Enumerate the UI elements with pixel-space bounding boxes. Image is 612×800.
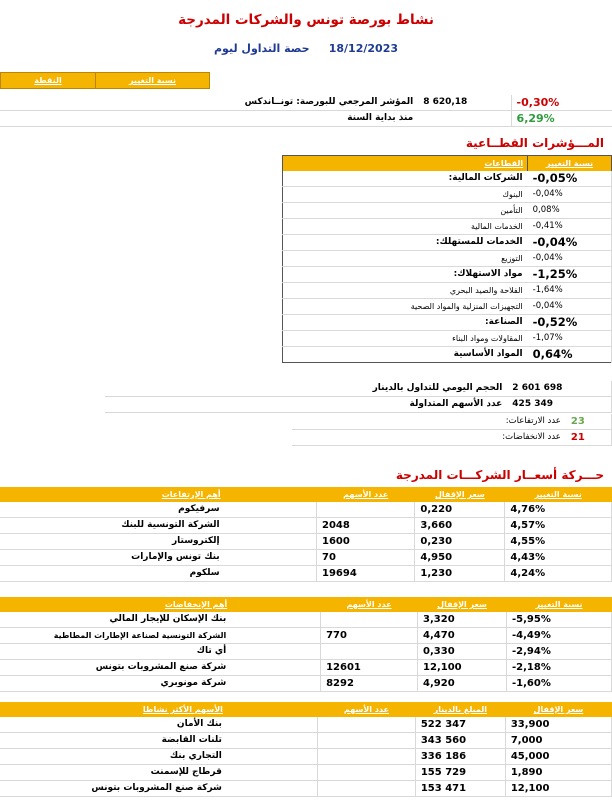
loser-shares: 770: [321, 628, 418, 644]
sector-pct: 0,64%: [528, 347, 612, 363]
sector-pct: -1,64%: [528, 283, 612, 299]
active-amount: 336 186: [415, 749, 505, 765]
page-title: نشاط بورصة تونس والشركات المدرجة: [178, 12, 434, 28]
gainer-pct: 4,43%: [505, 550, 612, 566]
sector-pct: 0,08%: [528, 203, 612, 219]
sector-col-change-pct: نسبة التغيير: [528, 156, 612, 172]
table-row: [0, 660, 612, 676]
active-amount: 155 729: [415, 765, 505, 781]
active-col-close: سعر الإقفال: [505, 702, 611, 717]
shares-traded-value: 425 349: [507, 397, 611, 413]
active-close: 12,100: [505, 781, 611, 797]
active-col-spacer: [227, 702, 318, 717]
gainer-name: الشركة التونسية للبنك: [0, 518, 225, 534]
losers-col-shares: عدد الأسهم: [321, 597, 418, 612]
active-amount: 153 471: [415, 781, 505, 797]
advancers-decliners-table: [292, 414, 612, 446]
ytd-row-label: منذ بداية السنة: [0, 111, 418, 127]
loser-close: 4,920: [418, 676, 507, 692]
loser-name: شركة مونوبري: [0, 676, 231, 692]
loser-spacer: [231, 676, 320, 692]
active-name: شركة صنع المشروبات بتونس: [0, 781, 227, 797]
loser-shares: [321, 644, 418, 660]
table-row: [0, 733, 612, 749]
sector-pct: -0,41%: [528, 219, 612, 235]
table-row: [283, 171, 612, 187]
sector-name: الخدمات المالية: [283, 219, 528, 235]
sector-pct: -1,25%: [528, 267, 612, 283]
table-row: [283, 219, 612, 235]
table-row: [283, 315, 612, 331]
top-gainers-table: [0, 487, 612, 582]
sector-pct: -0,04%: [528, 187, 612, 203]
sector-name: مواد الاستهلاك:: [283, 267, 528, 283]
active-col-amount: المبلغ بالدينار: [415, 702, 505, 717]
sector-name: المقاولات ومواد البناء: [283, 331, 528, 347]
index-header-table: [0, 72, 210, 89]
ytd-points-value: [418, 111, 511, 127]
active-name: تلنات القابضة: [0, 733, 227, 749]
index-points-value: 8 620,18: [418, 95, 511, 111]
session-date: 18/12/2023: [328, 42, 398, 55]
session-subtitle: [0, 42, 612, 55]
sector-pct: -0,04%: [528, 299, 612, 315]
table-row: [292, 430, 612, 446]
table-row: [283, 331, 612, 347]
active-close: 1,890: [505, 765, 611, 781]
loser-shares: [321, 612, 418, 628]
table-row: [0, 676, 612, 692]
active-spacer: [227, 717, 318, 733]
gainer-close: 1,230: [415, 566, 505, 582]
sector-name: المواد الأساسية: [283, 347, 528, 363]
loser-spacer: [231, 628, 320, 644]
active-amount: 522 347: [415, 717, 505, 733]
loser-pct: -1,60%: [507, 676, 612, 692]
top-losers-table: [0, 597, 612, 692]
gainer-spacer: [225, 518, 317, 534]
loser-close: 12,100: [418, 660, 507, 676]
loser-name: أي تاك: [0, 644, 231, 660]
loser-pct: -2,18%: [507, 660, 612, 676]
sector-name: التوزيع: [283, 251, 528, 267]
gainer-close: 4,950: [415, 550, 505, 566]
table-row: [283, 235, 612, 251]
table-row: [283, 187, 612, 203]
gainers-col-title: أهم الإرتفاعات: [0, 487, 225, 502]
gainer-name: سرفيكوم: [0, 502, 225, 518]
table-row: [0, 95, 612, 111]
sector-name: الصناعة:: [283, 315, 528, 331]
gainer-shares: 70: [317, 550, 415, 566]
table-row: [0, 502, 612, 518]
table-row: [0, 765, 612, 781]
active-close: 45,000: [505, 749, 611, 765]
gainer-shares: 2048: [317, 518, 415, 534]
active-shares: [318, 717, 416, 733]
active-name: بنك الأمان: [0, 717, 227, 733]
gainer-spacer: [225, 534, 317, 550]
active-close: 7,000: [505, 733, 611, 749]
index-col-change-pct: نسبة التغيير: [96, 73, 210, 89]
daily-volume-label: الحجم اليومي للتداول بالدينار: [105, 381, 507, 397]
loser-pct: -2,94%: [507, 644, 612, 660]
sector-name: التجهيزات المنزلية والمواد الصحية: [283, 299, 528, 315]
active-spacer: [227, 749, 318, 765]
gainer-pct: 4,24%: [505, 566, 612, 582]
loser-close: 0,330: [418, 644, 507, 660]
sector-pct: -1,07%: [528, 331, 612, 347]
losers-col-spacer: [231, 597, 320, 612]
active-name: التجاري بنك: [0, 749, 227, 765]
table-row: [283, 203, 612, 219]
daily-volume-value: 2 601 698: [507, 381, 611, 397]
gainer-pct: 4,57%: [505, 518, 612, 534]
sector-pct: -0,05%: [528, 171, 612, 187]
index-table: [0, 95, 612, 127]
gainer-close: 0,220: [415, 502, 505, 518]
gainer-name: سلكوم: [0, 566, 225, 582]
gainer-spacer: [225, 550, 317, 566]
loser-pct: -4,49%: [507, 628, 612, 644]
gainer-pct: 4,76%: [505, 502, 612, 518]
sector-name: الشركات المالية:: [283, 171, 528, 187]
sector-name: الفلاحة والصيد البحري: [283, 283, 528, 299]
loser-close: 4,470: [418, 628, 507, 644]
table-row: [283, 283, 612, 299]
gainer-pct: 4,55%: [505, 534, 612, 550]
active-spacer: [227, 765, 318, 781]
table-row: [0, 628, 612, 644]
gainer-shares: 1600: [317, 534, 415, 550]
active-spacer: [227, 733, 318, 749]
gainer-shares: [317, 502, 415, 518]
index-row-label: المؤشر المرجعي للبورصة: تونــاندكس: [0, 95, 418, 111]
table-row: [0, 612, 612, 628]
gainer-shares: 19694: [317, 566, 415, 582]
active-name: قرطاج للإسمنت: [0, 765, 227, 781]
table-row: [0, 518, 612, 534]
sector-name: الخدمات للمستهلك:: [283, 235, 528, 251]
table-row: [105, 381, 612, 397]
active-col-title: الأسهم الأكثر نشاطا: [0, 702, 227, 717]
gainers-col-close: سعر الإقفال: [415, 487, 505, 502]
table-row: [0, 717, 612, 733]
sector-pct: -0,04%: [528, 251, 612, 267]
table-row: [292, 414, 612, 430]
advancers-count: 23: [566, 414, 612, 430]
loser-shares: 8292: [321, 676, 418, 692]
active-col-shares: عدد الأسهم: [318, 702, 416, 717]
sector-col-name: القطاعات: [283, 156, 528, 172]
table-row: [0, 644, 612, 660]
loser-name: شركة صنع المشروبات بتونس: [0, 660, 231, 676]
sector-pct: -0,04%: [528, 235, 612, 251]
advancers-label: عدد الارتفاعات:: [292, 414, 566, 430]
table-row: [105, 397, 612, 413]
active-shares: [318, 765, 416, 781]
decliners-count: 21: [566, 430, 612, 446]
table-row: [0, 111, 612, 127]
table-row: [0, 534, 612, 550]
gainers-col-change-pct: نسبة التغيير: [505, 487, 612, 502]
table-row: [283, 267, 612, 283]
losers-col-change-pct: نسبة التغيير: [507, 597, 612, 612]
gainer-name: بنك تونس والإمارات: [0, 550, 225, 566]
gainer-spacer: [225, 566, 317, 582]
loser-name: الشركة التونسية لصناعة الإطارات المطاطية: [0, 628, 231, 644]
gainer-spacer: [225, 502, 317, 518]
loser-pct: -5,95%: [507, 612, 612, 628]
active-shares: [318, 733, 416, 749]
loser-close: 3,320: [418, 612, 507, 628]
table-row: [0, 749, 612, 765]
active-close: 33,900: [505, 717, 611, 733]
active-spacer: [227, 781, 318, 797]
movement-section-title: حـــركة أسعــار الشركـــات المدرجة: [395, 468, 604, 482]
most-active-table: [0, 702, 612, 797]
ytd-change-value: 6,29%: [511, 111, 612, 127]
sector-name: البنوك: [283, 187, 528, 203]
sector-section-title: المـــؤشرات القطــاعية: [465, 136, 604, 150]
table-row: [0, 566, 612, 582]
loser-spacer: [231, 660, 320, 676]
losers-col-title: أهم الإنخفاضات: [0, 597, 231, 612]
table-row: [283, 251, 612, 267]
gainer-close: 3,660: [415, 518, 505, 534]
active-shares: [318, 781, 416, 797]
shares-traded-label: عدد الأسهم المتداولة: [105, 397, 507, 413]
index-col-points: النقطة: [1, 73, 96, 89]
gainers-col-shares: عدد الأسهم: [317, 487, 415, 502]
gainer-close: 0,230: [415, 534, 505, 550]
loser-spacer: [231, 612, 320, 628]
loser-name: بنك الإسكان للإيجار المالي: [0, 612, 231, 628]
daily-stats-table: [105, 381, 612, 413]
losers-col-close: سعر الإقفال: [418, 597, 507, 612]
table-row: [0, 781, 612, 797]
gainers-col-spacer: [225, 487, 317, 502]
sector-pct: -0,52%: [528, 315, 612, 331]
index-change-value: -0,30%: [511, 95, 612, 111]
gainer-name: إلكتروستار: [0, 534, 225, 550]
loser-spacer: [231, 644, 320, 660]
table-row: [0, 550, 612, 566]
sector-indices-table: [282, 155, 612, 363]
session-label: حصة التداول ليوم: [214, 42, 310, 55]
table-row: [283, 347, 612, 363]
loser-shares: 12601: [321, 660, 418, 676]
active-amount: 343 560: [415, 733, 505, 749]
decliners-label: عدد الانخفاضات:: [292, 430, 566, 446]
sector-name: التأمين: [283, 203, 528, 219]
active-shares: [318, 749, 416, 765]
table-row: [283, 299, 612, 315]
